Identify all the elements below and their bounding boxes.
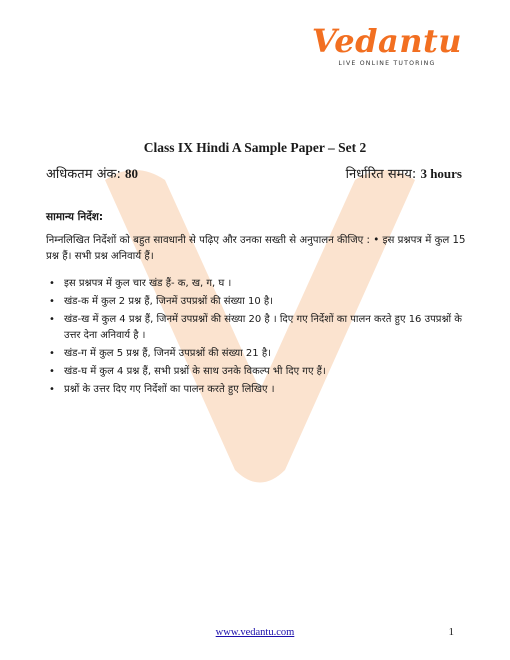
list-item: [46, 294, 466, 310]
bullet-icon: •: [49, 366, 55, 377]
page-title: Class IX Hindi A Sample Paper – Set 2: [143, 140, 367, 155]
list-item-text: खंड-ग में कुल 5 प्रश्न हैं, जिनमें उपप्रश्नों की संख्या 21 है।: [64, 348, 271, 359]
bullet-icon: •: [49, 348, 55, 359]
time-allowed: [346, 164, 462, 182]
list-item: [46, 346, 466, 362]
list-item-text: प्रश्नों के उत्तर दिए गए निर्देशों का पालन करते हुए लिखिए ।: [64, 384, 275, 395]
bullet-icon: •: [49, 296, 55, 307]
logo-wordmark: Vedantu: [311, 22, 462, 60]
vedantu-logo: [312, 24, 462, 67]
max-marks-label: अधिकतम अंक:: [46, 167, 121, 182]
list-item: [46, 312, 466, 344]
bullet-icon: •: [49, 384, 55, 395]
intro-paragraph: निम्नलिखित निर्देशों को बहुत सावधानी से पढ़िए और उनका सख्ती से अनुपालन कीजिए : • इस प्रश्नपत्र में कुल 15 प्रश्न हैं। सभी प्रश्न अनिवार्य हैं।: [46, 235, 466, 262]
list-item-text: खंड-क में कुल 2 प्रश्न हैं, जिनमें उपप्रश्नों की संख्या 10 है।: [64, 296, 273, 307]
section-heading: सामान्य निर्देश:: [46, 211, 104, 223]
page-number: 1: [448, 626, 454, 638]
list-item: [46, 382, 466, 398]
time-value: 3 hours: [420, 166, 462, 181]
bullet-icon: •: [49, 278, 55, 289]
list-item-text: इस प्रश्नपत्र में कुल चार खंड हैं- क, ख, ग, घ ।: [64, 278, 232, 289]
list-item: [46, 364, 466, 380]
website-link[interactable]: www.vedantu.com: [215, 627, 295, 638]
marks-time-row: [46, 164, 462, 184]
max-marks: [46, 164, 138, 182]
time-label: निर्धारित समय:: [345, 167, 417, 182]
max-marks-value: 80: [125, 166, 139, 181]
logo-tagline: LIVE ONLINE TUTORING: [338, 60, 436, 67]
list-item-text: खंड-घ में कुल 4 प्रश्न हैं, सभी प्रश्नों के साथ उनके विकल्प भी दिए गए हैं।: [64, 366, 326, 377]
list-item: [46, 276, 466, 292]
list-item-text: खंड-ख में कुल 4 प्रश्न हैं, जिनमें उपप्रश्नों की संख्या 20 है । दिए गए निर्देशों का पालन करते हुए 16 उपप्रश्नों के उत्तर देना अनिवार्य है ।: [64, 314, 462, 341]
bullet-icon: •: [49, 314, 55, 325]
instruction-list: [46, 276, 466, 400]
